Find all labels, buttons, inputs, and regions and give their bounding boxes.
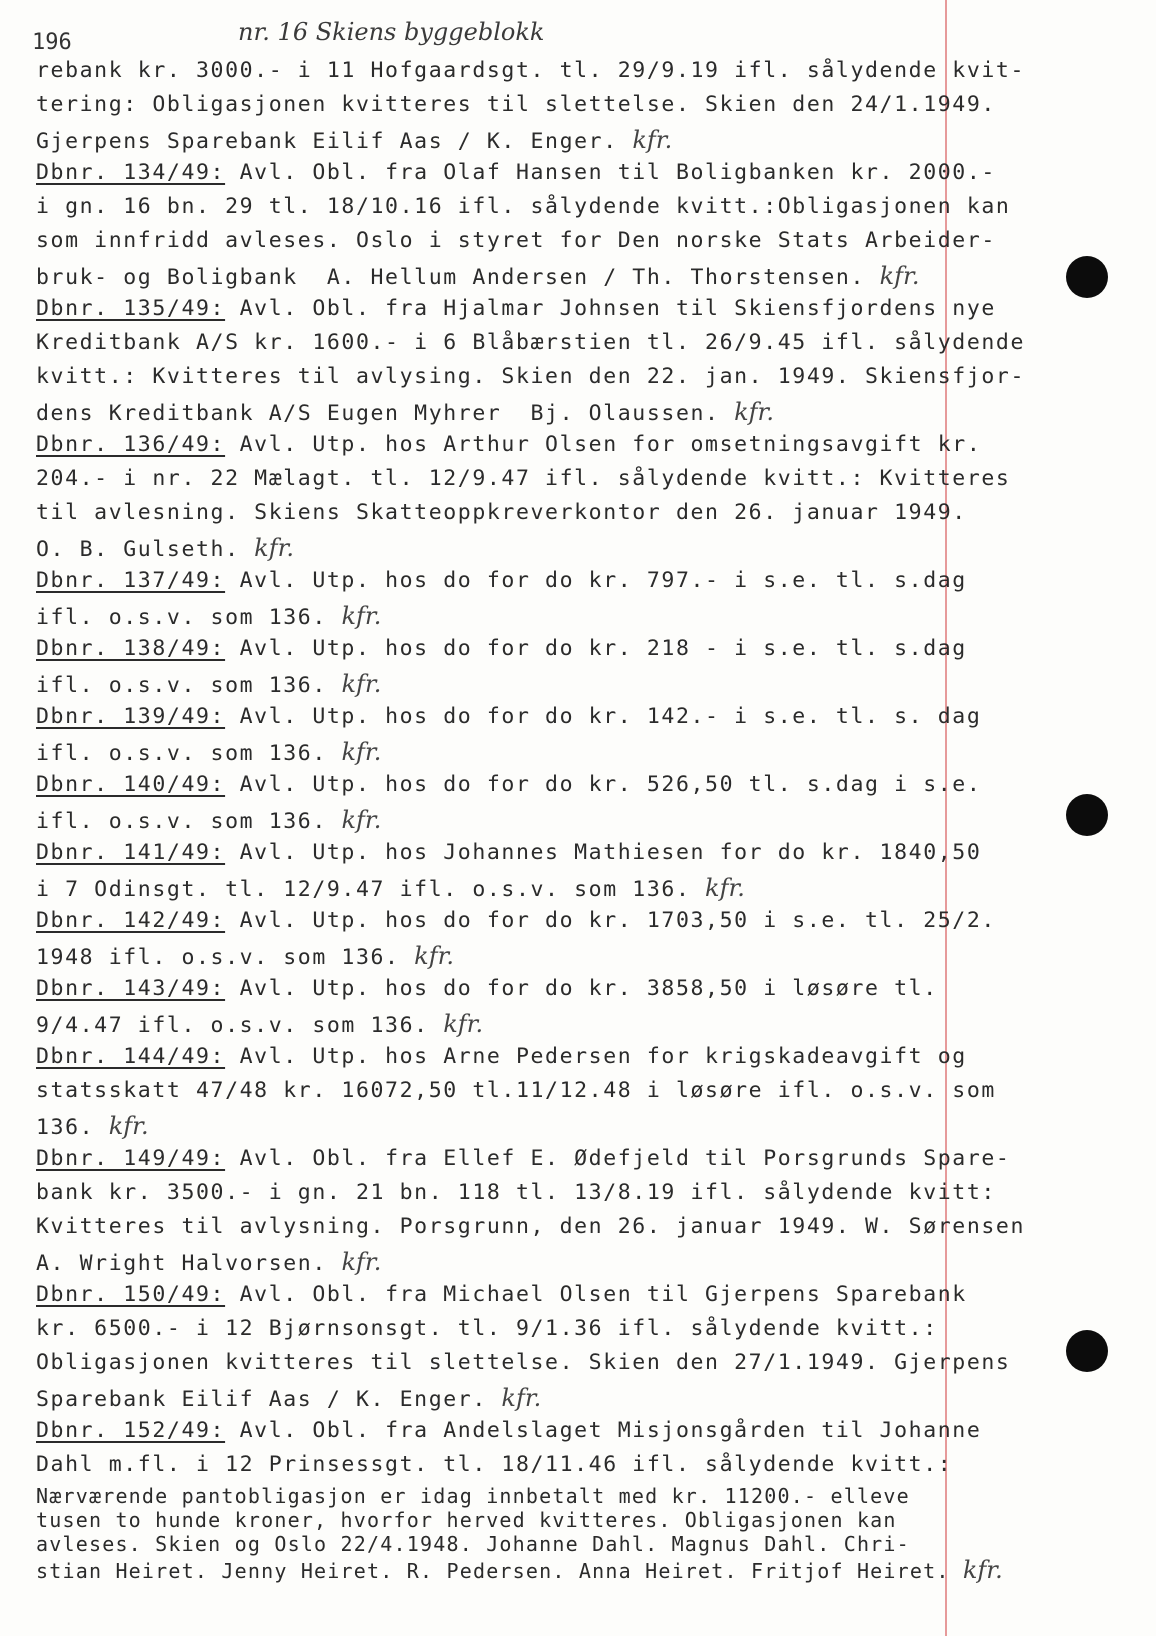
entry-reference: Dbnr. 143/49: xyxy=(36,976,226,1001)
entry-text: Avl. Utp. hos do for do kr. 3858,50 i løsøre tl. xyxy=(225,976,938,1001)
ledger-line xyxy=(36,602,381,630)
entry-reference: Dbnr. 150/49: xyxy=(36,1282,226,1307)
page-number: 196 xyxy=(32,30,72,55)
ledger-line xyxy=(36,432,981,457)
ledger-line xyxy=(36,364,1025,389)
entry-text: statsskatt 47/48 kr. 16072,50 tl.11/12.48 i løsøre ifl. o.s.v. som xyxy=(36,1078,996,1103)
entry-text: 1948 ifl. o.s.v. som 136. xyxy=(36,945,415,970)
ledger-line xyxy=(36,840,981,865)
entry-text: Avl. Utp. hos Arthur Olsen for omsetningsavgift kr. xyxy=(225,432,982,457)
ledger-line xyxy=(36,704,981,729)
handwritten-initials: kfr. xyxy=(108,1112,149,1140)
ledger-line xyxy=(36,1214,1025,1239)
entry-text: Avl. Utp. hos do for do kr. 1703,50 i s.e. tl. 25/2. xyxy=(225,908,996,933)
entry-text: ifl. o.s.v. som 136. xyxy=(36,809,342,834)
entry-text: Gjerpens Sparebank Eilif Aas / K. Enger. xyxy=(36,129,633,154)
ledger-line xyxy=(36,568,967,593)
entry-text: Avl. Utp. hos do for do kr. 526,50 tl. s.dag i s.e. xyxy=(225,772,982,797)
entry-text: tering: Obligasjonen kvitteres til slettelse. Skien den 24/1.1949. xyxy=(36,92,996,117)
punch-hole-top xyxy=(1066,256,1108,298)
entry-reference: Dbnr. 141/49: xyxy=(36,840,226,865)
entry-reference: Dbnr. 136/49: xyxy=(36,432,226,457)
entry-reference: Dbnr. 144/49: xyxy=(36,1044,226,1069)
entry-text: Avl. Utp. hos Johannes Mathiesen for do kr. 1840,50 xyxy=(225,840,982,865)
ledger-line xyxy=(36,874,745,902)
entry-text: Avl. Obl. fra Ellef E. Ødefjeld til Porsgrunds Spare- xyxy=(225,1146,1011,1171)
entry-text: bank kr. 3500.- i gn. 21 bn. 118 tl. 13/8.19 ifl. sålydende kvitt: xyxy=(36,1180,996,1205)
handwritten-initials: kfr. xyxy=(341,806,382,834)
entry-text: Dahl m.fl. i 12 Prinsessgt. tl. 18/11.46 ifl. sålydende kvitt.: xyxy=(36,1452,953,1477)
entry-text: 204.- i nr. 22 Mælagt. tl. 12/9.47 ifl. sålydende kvitt.: Kvitteres xyxy=(36,466,1011,491)
entry-text: ifl. o.s.v. som 136. xyxy=(36,741,342,766)
ledger-line xyxy=(36,806,381,834)
entry-reference: Dbnr. 139/49: xyxy=(36,704,226,729)
ledger-line xyxy=(36,772,981,797)
entry-text: Nærværende pantobligasjon er idag innbetalt med kr. 11200.- elleve xyxy=(36,1484,910,1508)
handwritten-header-note: nr. 16 Skiens byggeblokk xyxy=(238,18,545,46)
handwritten-initials: kfr. xyxy=(962,1556,1003,1584)
ledger-line xyxy=(36,1112,149,1140)
entry-reference: Dbnr. 137/49: xyxy=(36,568,226,593)
entry-reference: Dbnr. 140/49: xyxy=(36,772,226,797)
entry-text: A. Wright Halvorsen. xyxy=(36,1251,342,1276)
ledger-line xyxy=(36,1146,1010,1171)
ledger-line xyxy=(36,160,996,185)
ledger-line xyxy=(36,1316,938,1341)
ledger-line xyxy=(36,1044,967,1069)
handwritten-initials: kfr. xyxy=(414,942,455,970)
entry-text: Kreditbank A/S kr. 1600.- i 6 Blåbærstien tl. 26/9.45 ifl. sålydende xyxy=(36,330,1025,355)
ledger-line xyxy=(36,670,381,698)
entry-text: 9/4.47 ifl. o.s.v. som 136. xyxy=(36,1013,444,1038)
entry-text: i 7 Odinsgt. tl. 12/9.47 ifl. o.s.v. som 136. xyxy=(36,877,706,902)
handwritten-initials: kfr. xyxy=(501,1384,542,1412)
ledger-line xyxy=(36,1556,1003,1584)
punch-hole-bottom xyxy=(1066,1330,1108,1372)
entry-reference: Dbnr. 138/49: xyxy=(36,636,226,661)
ledger-line xyxy=(36,398,774,426)
entry-reference: Dbnr. 134/49: xyxy=(36,160,226,185)
entry-text: Avl. Obl. fra Andelslaget Misjonsgården til Johanne xyxy=(225,1418,982,1443)
handwritten-initials: kfr. xyxy=(341,1248,382,1276)
handwritten-initials: kfr. xyxy=(341,670,382,698)
entry-text: Avl. Utp. hos Arne Pedersen for krigskadeavgift og xyxy=(225,1044,967,1069)
entry-text: 136. xyxy=(36,1115,109,1140)
handwritten-initials: kfr. xyxy=(879,262,920,290)
ledger-line xyxy=(36,194,1010,219)
ledger-line xyxy=(36,636,967,661)
ledger-line xyxy=(36,534,294,562)
entry-text: som innfridd avleses. Oslo i styret for Den norske Stats Arbeider- xyxy=(36,228,996,253)
ledger-line xyxy=(36,466,1010,491)
ledger-line xyxy=(36,58,1025,83)
ledger-line xyxy=(36,1384,541,1412)
ledger-line xyxy=(36,296,996,321)
entry-text: Obligasjonen kvitteres til slettelse. Skien den 27/1.1949. Gjerpens xyxy=(36,1350,1011,1375)
ledger-line xyxy=(36,1350,1010,1375)
entry-reference: Dbnr. 142/49: xyxy=(36,908,226,933)
entry-text: kr. 6500.- i 12 Bjørnsonsgt. tl. 9/1.36 ifl. sålydende kvitt.: xyxy=(36,1316,938,1341)
ledger-line xyxy=(36,126,672,154)
entry-text: Avl. Obl. fra Hjalmar Johnsen til Skiensfjordens nye xyxy=(225,296,996,321)
ledger-line xyxy=(36,1248,381,1276)
entry-text: ifl. o.s.v. som 136. xyxy=(36,605,342,630)
ledger-line xyxy=(36,1532,910,1556)
entry-text: til avlesning. Skiens Skatteoppkreverkontor den 26. januar 1949. xyxy=(36,500,967,525)
ledger-line xyxy=(36,738,381,766)
ledger-line xyxy=(36,976,938,1001)
ledger-line xyxy=(36,1484,910,1508)
entry-text: rebank kr. 3000.- i 11 Hofgaardsgt. tl. 29/9.19 ifl. sålydende kvit- xyxy=(36,58,1025,83)
ledger-line xyxy=(36,942,454,970)
ledger-line xyxy=(36,1078,996,1103)
ledger-line xyxy=(36,908,996,933)
handwritten-initials: kfr. xyxy=(341,738,382,766)
ledger-line xyxy=(36,1452,952,1477)
entry-text: dens Kreditbank A/S Eugen Myhrer Bj. Olaussen. xyxy=(36,401,735,426)
handwritten-initials: kfr. xyxy=(341,602,382,630)
handwritten-initials: kfr. xyxy=(254,534,295,562)
entry-reference: Dbnr. 149/49: xyxy=(36,1146,226,1171)
entry-text: bruk- og Boligbank A. Hellum Andersen / Th. Thorstensen. xyxy=(36,265,880,290)
entry-text: Avl. Obl. fra Olaf Hansen til Boligbanken kr. 2000.- xyxy=(225,160,996,185)
entry-text: Avl. Utp. hos do for do kr. 218 - i s.e. tl. s.dag xyxy=(225,636,967,661)
entry-text: stian Heiret. Jenny Heiret. R. Pedersen. Anna Heiret. Fritjof Heiret. xyxy=(36,1559,963,1583)
entry-text: kvitt.: Kvitteres til avlysing. Skien den 22. jan. 1949. Skiensfjor- xyxy=(36,364,1025,389)
ledger-line xyxy=(36,1180,996,1205)
entry-text: tusen to hunde kroner, hvorfor herved kvitteres. Obligasjonen kan xyxy=(36,1508,897,1532)
entry-text: O. B. Gulseth. xyxy=(36,537,255,562)
punch-hole-middle xyxy=(1066,794,1108,836)
handwritten-initials: kfr. xyxy=(632,126,673,154)
entry-text: Kvitteres til avlysning. Porsgrunn, den 26. januar 1949. W. Sørensen xyxy=(36,1214,1025,1239)
ledger-line xyxy=(36,1418,981,1443)
ledger-line xyxy=(36,330,1025,355)
ledger-line xyxy=(36,228,996,253)
handwritten-initials: kfr. xyxy=(734,398,775,426)
entry-text: ifl. o.s.v. som 136. xyxy=(36,673,342,698)
ledger-line xyxy=(36,1282,967,1307)
ledger-line xyxy=(36,92,996,117)
entry-text: i gn. 16 bn. 29 tl. 18/10.16 ifl. sålydende kvitt.:Obligasjonen kan xyxy=(36,194,1011,219)
entry-text: avleses. Skien og Oslo 22/4.1948. Johanne Dahl. Magnus Dahl. Chri- xyxy=(36,1532,910,1556)
handwritten-initials: kfr. xyxy=(705,874,745,902)
entry-text: Avl. Obl. fra Michael Olsen til Gjerpens Sparebank xyxy=(225,1282,967,1307)
entry-reference: Dbnr. 152/49: xyxy=(36,1418,226,1443)
entry-text: Avl. Utp. hos do for do kr. 797.- i s.e. tl. s.dag xyxy=(225,568,967,593)
handwritten-initials: kfr. xyxy=(443,1010,484,1038)
ledger-line xyxy=(36,262,919,290)
entry-text: Sparebank Eilif Aas / K. Enger. xyxy=(36,1387,502,1412)
ledger-line xyxy=(36,1508,897,1532)
entry-text: Avl. Utp. hos do for do kr. 142.- i s.e. tl. s. dag xyxy=(225,704,982,729)
ledger-line xyxy=(36,1010,483,1038)
ledger-line xyxy=(36,500,967,525)
entry-reference: Dbnr. 135/49: xyxy=(36,296,226,321)
